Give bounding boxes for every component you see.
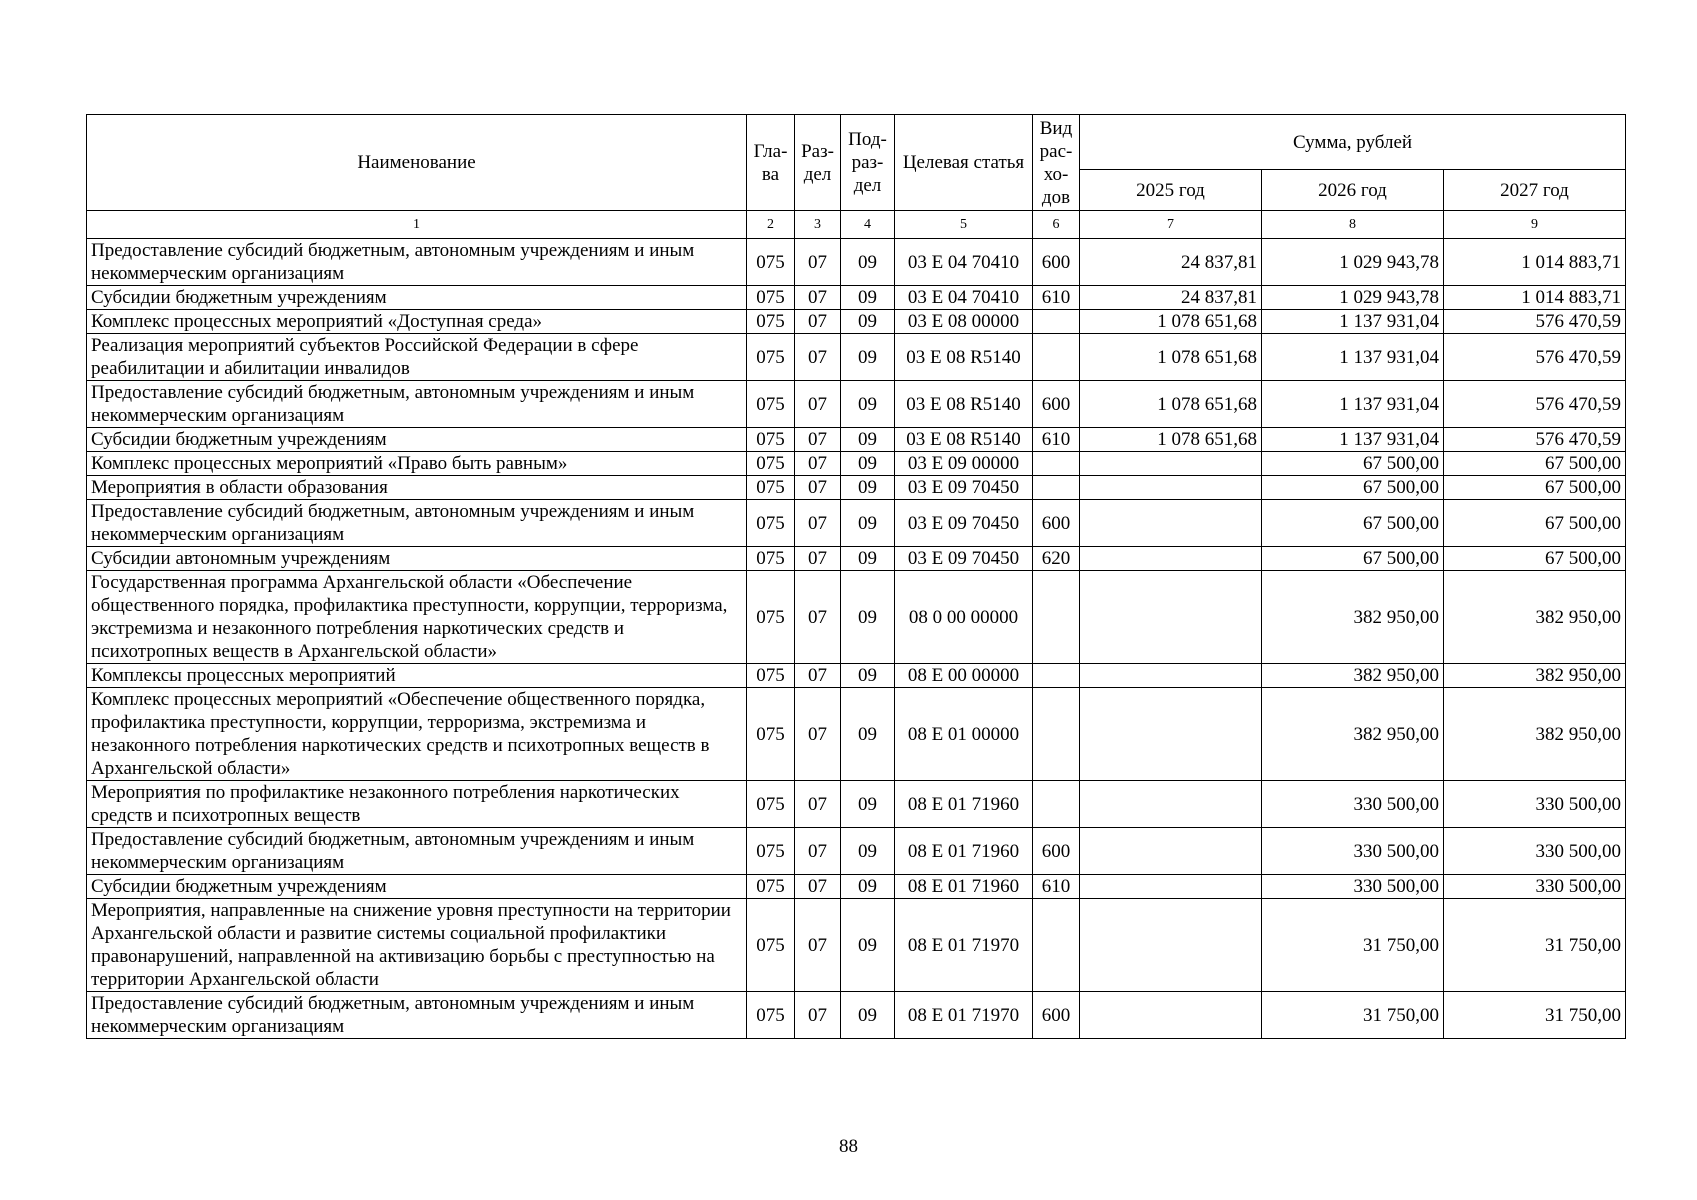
document-sheet (86, 114, 1625, 1039)
cell-tselevaya-statya: 03 Е 09 70450 (895, 547, 1033, 571)
cell-name: Комплекс процессных мероприятий «Право быть равным» (87, 452, 747, 476)
table-row (87, 899, 1626, 992)
table-row (87, 428, 1626, 452)
cell-podrazdel: 09 (841, 547, 895, 571)
cell-name: Предоставление субсидий бюджетным, автономным учреждениям и иным некоммерческим организациям (87, 381, 747, 428)
column-number: 9 (1444, 211, 1626, 239)
cell-name: Субсидии бюджетным учреждениям (87, 428, 747, 452)
budget-table (86, 114, 1626, 1039)
cell-vid-rashodov: 600 (1033, 992, 1080, 1039)
cell-sum-2027: 576 470,59 (1444, 428, 1626, 452)
cell-razdel: 07 (795, 334, 841, 381)
cell-sum-2025 (1080, 875, 1262, 899)
cell-vid-rashodov: 600 (1033, 239, 1080, 286)
cell-sum-2027: 382 950,00 (1444, 571, 1626, 664)
cell-vid-rashodov: 620 (1033, 547, 1080, 571)
cell-sum-2025: 24 837,81 (1080, 286, 1262, 310)
cell-glava: 075 (747, 571, 795, 664)
cell-vid-rashodov (1033, 476, 1080, 500)
column-number: 5 (895, 211, 1033, 239)
cell-tselevaya-statya: 03 Е 04 70410 (895, 239, 1033, 286)
cell-tselevaya-statya: 08 0 00 00000 (895, 571, 1033, 664)
column-number: 8 (1262, 211, 1444, 239)
cell-tselevaya-statya: 08 Е 01 71960 (895, 828, 1033, 875)
cell-podrazdel: 09 (841, 781, 895, 828)
cell-glava: 075 (747, 781, 795, 828)
header-podrazdel: Под-раз-дел (841, 115, 895, 211)
cell-podrazdel: 09 (841, 664, 895, 688)
header-glava: Гла-ва (747, 115, 795, 211)
cell-podrazdel: 09 (841, 286, 895, 310)
table-row (87, 664, 1626, 688)
cell-podrazdel: 09 (841, 452, 895, 476)
cell-razdel: 07 (795, 781, 841, 828)
cell-sum-2026: 1 029 943,78 (1262, 286, 1444, 310)
cell-vid-rashodov (1033, 310, 1080, 334)
table-row (87, 239, 1626, 286)
cell-sum-2025: 1 078 651,68 (1080, 310, 1262, 334)
cell-sum-2025 (1080, 781, 1262, 828)
cell-glava: 075 (747, 992, 795, 1039)
cell-razdel: 07 (795, 992, 841, 1039)
cell-sum-2027: 31 750,00 (1444, 992, 1626, 1039)
cell-glava: 075 (747, 381, 795, 428)
cell-sum-2026: 330 500,00 (1262, 781, 1444, 828)
cell-sum-2026: 67 500,00 (1262, 452, 1444, 476)
page-number: 88 (839, 1136, 858, 1157)
cell-podrazdel: 09 (841, 334, 895, 381)
cell-sum-2026: 31 750,00 (1262, 899, 1444, 992)
cell-sum-2025 (1080, 664, 1262, 688)
cell-vid-rashodov (1033, 688, 1080, 781)
cell-razdel: 07 (795, 476, 841, 500)
cell-name: Субсидии автономным учреждениям (87, 547, 747, 571)
header-tselevaya-statya: Целевая статья (895, 115, 1033, 211)
cell-sum-2025: 1 078 651,68 (1080, 428, 1262, 452)
cell-vid-rashodov (1033, 899, 1080, 992)
cell-sum-2027: 382 950,00 (1444, 664, 1626, 688)
cell-tselevaya-statya: 08 Е 01 71970 (895, 992, 1033, 1039)
cell-name: Комплексы процессных мероприятий (87, 664, 747, 688)
cell-name: Реализация мероприятий субъектов Российской Федерации в сфере реабилитации и абилитации инвалидов (87, 334, 747, 381)
cell-sum-2025 (1080, 547, 1262, 571)
cell-tselevaya-statya: 03 Е 09 70450 (895, 500, 1033, 547)
cell-sum-2025 (1080, 828, 1262, 875)
cell-sum-2027: 330 500,00 (1444, 875, 1626, 899)
table-row (87, 452, 1626, 476)
cell-sum-2027: 330 500,00 (1444, 828, 1626, 875)
cell-vid-rashodov: 600 (1033, 828, 1080, 875)
cell-podrazdel: 09 (841, 875, 895, 899)
header-row-1 (87, 115, 1626, 170)
cell-glava: 075 (747, 239, 795, 286)
cell-sum-2026: 330 500,00 (1262, 875, 1444, 899)
cell-sum-2027: 382 950,00 (1444, 688, 1626, 781)
cell-tselevaya-statya: 08 Е 00 00000 (895, 664, 1033, 688)
cell-sum-2026: 1 137 931,04 (1262, 381, 1444, 428)
cell-glava: 075 (747, 310, 795, 334)
cell-sum-2026: 67 500,00 (1262, 547, 1444, 571)
cell-vid-rashodov (1033, 571, 1080, 664)
table-row (87, 500, 1626, 547)
cell-sum-2027: 1 014 883,71 (1444, 239, 1626, 286)
cell-podrazdel: 09 (841, 828, 895, 875)
cell-sum-2025 (1080, 992, 1262, 1039)
header-year-2025: 2025 год (1080, 170, 1262, 211)
table-row (87, 476, 1626, 500)
cell-sum-2026: 382 950,00 (1262, 664, 1444, 688)
cell-podrazdel: 09 (841, 381, 895, 428)
cell-razdel: 07 (795, 452, 841, 476)
table-row (87, 286, 1626, 310)
header-year-2026: 2026 год (1262, 170, 1444, 211)
table-row (87, 571, 1626, 664)
cell-sum-2026: 1 137 931,04 (1262, 310, 1444, 334)
header-summa: Сумма, рублей (1080, 115, 1626, 170)
cell-tselevaya-statya: 03 Е 09 70450 (895, 476, 1033, 500)
cell-glava: 075 (747, 428, 795, 452)
cell-sum-2027: 1 014 883,71 (1444, 286, 1626, 310)
cell-podrazdel: 09 (841, 310, 895, 334)
column-number: 4 (841, 211, 895, 239)
cell-vid-rashodov (1033, 334, 1080, 381)
cell-tselevaya-statya: 03 Е 08 R5140 (895, 381, 1033, 428)
cell-vid-rashodov: 600 (1033, 500, 1080, 547)
cell-sum-2027: 31 750,00 (1444, 899, 1626, 992)
cell-podrazdel: 09 (841, 239, 895, 286)
cell-name: Мероприятия по профилактике незаконного потребления наркотических средств и психотропных веществ (87, 781, 747, 828)
cell-tselevaya-statya: 08 Е 01 71960 (895, 781, 1033, 828)
cell-sum-2025 (1080, 452, 1262, 476)
cell-razdel: 07 (795, 286, 841, 310)
header-razdel: Раз-дел (795, 115, 841, 211)
table-row (87, 992, 1626, 1039)
cell-podrazdel: 09 (841, 992, 895, 1039)
cell-tselevaya-statya: 08 Е 01 71960 (895, 875, 1033, 899)
table-row (87, 547, 1626, 571)
cell-vid-rashodov (1033, 452, 1080, 476)
cell-glava: 075 (747, 664, 795, 688)
cell-sum-2027: 330 500,00 (1444, 781, 1626, 828)
cell-podrazdel: 09 (841, 500, 895, 547)
cell-vid-rashodov: 600 (1033, 381, 1080, 428)
table-row (87, 688, 1626, 781)
cell-name: Субсидии бюджетным учреждениям (87, 286, 747, 310)
cell-vid-rashodov (1033, 781, 1080, 828)
cell-name: Комплекс процессных мероприятий «Обеспечение общественного порядка, профилактика преступности, коррупции, терроризма, экстремизма и незаконного потребления наркотических средств и психотропных веществ в Архангельской области» (87, 688, 747, 781)
cell-razdel: 07 (795, 500, 841, 547)
cell-name: Предоставление субсидий бюджетным, автономным учреждениям и иным некоммерческим организациям (87, 239, 747, 286)
cell-sum-2027: 67 500,00 (1444, 476, 1626, 500)
cell-tselevaya-statya: 03 Е 08 R5140 (895, 334, 1033, 381)
cell-name: Мероприятия, направленные на снижение уровня преступности на территории Архангельской области и развитие системы социальной профилактики правонарушений, направленной на активизацию борьбы с преступностью на территории Архангельской области (87, 899, 747, 992)
cell-vid-rashodov: 610 (1033, 428, 1080, 452)
cell-vid-rashodov: 610 (1033, 875, 1080, 899)
cell-sum-2025 (1080, 476, 1262, 500)
cell-sum-2026: 382 950,00 (1262, 688, 1444, 781)
cell-sum-2026: 330 500,00 (1262, 828, 1444, 875)
table-header (87, 115, 1626, 239)
cell-sum-2027: 67 500,00 (1444, 500, 1626, 547)
table-body (87, 239, 1626, 1039)
cell-glava: 075 (747, 828, 795, 875)
cell-razdel: 07 (795, 688, 841, 781)
column-number: 2 (747, 211, 795, 239)
table-row (87, 310, 1626, 334)
cell-sum-2026: 67 500,00 (1262, 476, 1444, 500)
cell-glava: 075 (747, 875, 795, 899)
cell-sum-2026: 67 500,00 (1262, 500, 1444, 547)
cell-tselevaya-statya: 03 Е 04 70410 (895, 286, 1033, 310)
cell-vid-rashodov (1033, 664, 1080, 688)
cell-sum-2026: 31 750,00 (1262, 992, 1444, 1039)
cell-glava: 075 (747, 476, 795, 500)
cell-name: Предоставление субсидий бюджетным, автономным учреждениям и иным некоммерческим организациям (87, 992, 747, 1039)
cell-glava: 075 (747, 286, 795, 310)
cell-name: Субсидии бюджетным учреждениям (87, 875, 747, 899)
cell-sum-2025: 1 078 651,68 (1080, 334, 1262, 381)
cell-razdel: 07 (795, 428, 841, 452)
header-name: Наименование (87, 115, 747, 211)
cell-tselevaya-statya: 03 Е 08 00000 (895, 310, 1033, 334)
cell-podrazdel: 09 (841, 688, 895, 781)
cell-razdel: 07 (795, 899, 841, 992)
cell-sum-2026: 1 029 943,78 (1262, 239, 1444, 286)
column-number: 6 (1033, 211, 1080, 239)
cell-vid-rashodov: 610 (1033, 286, 1080, 310)
cell-sum-2025 (1080, 899, 1262, 992)
cell-sum-2025 (1080, 571, 1262, 664)
cell-sum-2027: 67 500,00 (1444, 452, 1626, 476)
column-number: 1 (87, 211, 747, 239)
cell-razdel: 07 (795, 547, 841, 571)
cell-tselevaya-statya: 03 Е 08 R5140 (895, 428, 1033, 452)
cell-razdel: 07 (795, 239, 841, 286)
table-row (87, 781, 1626, 828)
cell-name: Комплекс процессных мероприятий «Доступная среда» (87, 310, 747, 334)
cell-sum-2026: 382 950,00 (1262, 571, 1444, 664)
cell-razdel: 07 (795, 664, 841, 688)
cell-name: Государственная программа Архангельской области «Обеспечение общественного порядка, профилактика преступности, коррупции, терроризма, экстремизма и незаконного потребления наркотических средств и психотропных веществ в Архангельской области» (87, 571, 747, 664)
cell-podrazdel: 09 (841, 899, 895, 992)
cell-glava: 075 (747, 547, 795, 571)
cell-podrazdel: 09 (841, 571, 895, 664)
cell-name: Мероприятия в области образования (87, 476, 747, 500)
cell-sum-2025 (1080, 688, 1262, 781)
cell-podrazdel: 09 (841, 428, 895, 452)
column-number-row (87, 211, 1626, 239)
cell-sum-2027: 576 470,59 (1444, 310, 1626, 334)
cell-glava: 075 (747, 452, 795, 476)
cell-sum-2026: 1 137 931,04 (1262, 334, 1444, 381)
header-vid-rashodov: Вид рас-хо-дов (1033, 115, 1080, 211)
cell-razdel: 07 (795, 571, 841, 664)
table-row (87, 334, 1626, 381)
cell-sum-2026: 1 137 931,04 (1262, 428, 1444, 452)
cell-razdel: 07 (795, 310, 841, 334)
cell-tselevaya-statya: 08 Е 01 71970 (895, 899, 1033, 992)
header-year-2027: 2027 год (1444, 170, 1626, 211)
cell-tselevaya-statya: 08 Е 01 00000 (895, 688, 1033, 781)
column-number: 7 (1080, 211, 1262, 239)
table-row (87, 828, 1626, 875)
cell-sum-2027: 576 470,59 (1444, 334, 1626, 381)
cell-podrazdel: 09 (841, 476, 895, 500)
table-row (87, 875, 1626, 899)
cell-sum-2027: 576 470,59 (1444, 381, 1626, 428)
cell-razdel: 07 (795, 875, 841, 899)
cell-name: Предоставление субсидий бюджетным, автономным учреждениям и иным некоммерческим организациям (87, 828, 747, 875)
cell-tselevaya-statya: 03 Е 09 00000 (895, 452, 1033, 476)
cell-glava: 075 (747, 334, 795, 381)
cell-sum-2025 (1080, 500, 1262, 547)
table-row (87, 381, 1626, 428)
cell-sum-2025: 24 837,81 (1080, 239, 1262, 286)
cell-name: Предоставление субсидий бюджетным, автономным учреждениям и иным некоммерческим организациям (87, 500, 747, 547)
cell-glava: 075 (747, 899, 795, 992)
cell-razdel: 07 (795, 828, 841, 875)
cell-glava: 075 (747, 500, 795, 547)
cell-razdel: 07 (795, 381, 841, 428)
cell-sum-2025: 1 078 651,68 (1080, 381, 1262, 428)
column-number: 3 (795, 211, 841, 239)
cell-sum-2027: 67 500,00 (1444, 547, 1626, 571)
cell-glava: 075 (747, 688, 795, 781)
